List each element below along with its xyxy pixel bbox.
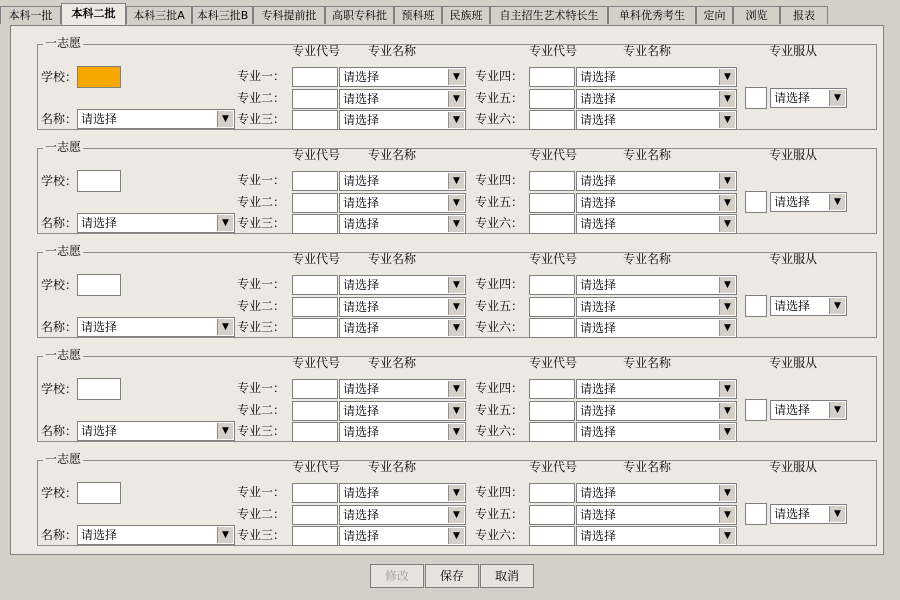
select-value: 请选择	[580, 217, 617, 231]
dropdown-arrow-icon[interactable]: ▼	[719, 403, 735, 419]
select-value: 请选择	[580, 508, 617, 522]
dropdown-arrow-icon[interactable]: ▼	[448, 424, 464, 440]
dropdown-arrow-icon[interactable]: ▼	[719, 424, 735, 440]
major-code-header-right: 专业代号	[529, 44, 578, 58]
dropdown-arrow-icon[interactable]: ▼	[448, 277, 464, 293]
tab-dingxiang[interactable]: 定向	[696, 6, 733, 24]
tab-benke-erpi[interactable]: 本科二批	[61, 3, 126, 26]
major-label-1: 专业一：	[237, 173, 286, 187]
major-name-header-right: 专业名称	[623, 356, 672, 370]
select-value: 请选择	[81, 320, 118, 334]
major-follow-header: 专业服从	[769, 44, 818, 58]
name-label: 名称：	[41, 320, 78, 334]
select-value: 请选择	[343, 113, 380, 127]
tab-liulan[interactable]: 浏览	[733, 6, 780, 24]
major-code-header-left: 专业代号	[292, 460, 341, 474]
select-value: 请选择	[580, 321, 617, 335]
follow-checkbox[interactable]	[745, 503, 767, 525]
dropdown-arrow-icon[interactable]: ▼	[719, 299, 735, 315]
group-legend: 一志愿	[45, 452, 82, 466]
select-value: 请选择	[580, 382, 617, 396]
preference-group-5	[37, 452, 877, 548]
major-name-select-4[interactable]	[576, 483, 737, 503]
major-name-header-left: 专业名称	[368, 460, 417, 474]
group-legend: 一志愿	[45, 36, 82, 50]
major-code-header-left: 专业代号	[292, 356, 341, 370]
major-label-5: 专业五：	[475, 91, 524, 105]
select-value: 请选择	[81, 528, 118, 542]
major-code-input-5[interactable]	[529, 401, 575, 421]
major-code-input-3[interactable]	[292, 110, 338, 130]
major-name-header-right: 专业名称	[623, 460, 672, 474]
major-code-input-2[interactable]	[292, 297, 338, 317]
select-value: 请选择	[580, 92, 617, 106]
school-name-select[interactable]	[77, 525, 235, 545]
dropdown-arrow-icon[interactable]: ▼	[448, 528, 464, 544]
save-button[interactable]: 保存	[425, 564, 479, 588]
name-label: 名称：	[41, 112, 78, 126]
select-value: 请选择	[580, 300, 617, 314]
dropdown-arrow-icon[interactable]: ▼	[217, 423, 233, 439]
school-input[interactable]	[77, 378, 121, 400]
dropdown-arrow-icon[interactable]: ▼	[829, 506, 845, 522]
school-label: 学校：	[41, 486, 78, 500]
select-value: 请选择	[343, 425, 380, 439]
major-label-3: 专业三：	[237, 528, 286, 542]
select-value: 请选择	[81, 424, 118, 438]
major-name-select-5[interactable]	[576, 505, 737, 525]
tab-benke-sanpi-b[interactable]: 本科三批B	[192, 6, 253, 24]
group-legend: 一志愿	[45, 140, 82, 154]
select-value: 请选择	[580, 278, 617, 292]
dropdown-arrow-icon[interactable]: ▼	[448, 403, 464, 419]
major-code-input-2[interactable]	[292, 505, 338, 525]
major-label-6: 专业六：	[475, 216, 524, 230]
major-code-input-2[interactable]	[292, 193, 338, 213]
select-value: 请选择	[580, 196, 617, 210]
major-name-select-6[interactable]	[576, 526, 737, 546]
school-input[interactable]	[77, 170, 121, 192]
dropdown-arrow-icon[interactable]: ▼	[448, 485, 464, 501]
select-value: 请选择	[343, 70, 380, 84]
major-code-input-5[interactable]	[529, 193, 575, 213]
main-panel	[10, 25, 884, 555]
follow-checkbox[interactable]	[745, 191, 767, 213]
dropdown-arrow-icon[interactable]: ▼	[448, 216, 464, 232]
major-name-select-6[interactable]	[576, 318, 737, 338]
major-name-select-1[interactable]	[339, 171, 466, 191]
tab-yukeban[interactable]: 预科班	[394, 6, 442, 24]
follow-select[interactable]	[770, 296, 847, 316]
select-value: 请选择	[580, 174, 617, 188]
major-name-select-4[interactable]	[576, 67, 737, 87]
select-value: 请选择	[343, 404, 380, 418]
school-name-select[interactable]	[77, 213, 235, 233]
select-value: 请选择	[343, 174, 380, 188]
dropdown-arrow-icon[interactable]: ▼	[829, 194, 845, 210]
major-label-5: 专业五：	[475, 507, 524, 521]
dropdown-arrow-icon[interactable]: ▼	[448, 320, 464, 336]
major-label-4: 专业四：	[475, 69, 524, 83]
major-name-header-left: 专业名称	[368, 44, 417, 58]
school-input[interactable]	[77, 274, 121, 296]
major-code-header-right: 专业代号	[529, 252, 578, 266]
major-label-6: 专业六：	[475, 424, 524, 438]
major-label-4: 专业四：	[475, 277, 524, 291]
dropdown-arrow-icon[interactable]: ▼	[719, 277, 735, 293]
major-label-6: 专业六：	[475, 320, 524, 334]
dropdown-arrow-icon[interactable]: ▼	[448, 91, 464, 107]
major-label-5: 专业五：	[475, 299, 524, 313]
major-follow-header: 专业服从	[769, 460, 818, 474]
follow-checkbox[interactable]	[745, 399, 767, 421]
dropdown-arrow-icon[interactable]: ▼	[829, 90, 845, 106]
major-name-select-2[interactable]	[339, 297, 466, 317]
major-code-input-2[interactable]	[292, 401, 338, 421]
major-label-6: 专业六：	[475, 112, 524, 126]
major-name-header-left: 专业名称	[368, 252, 417, 266]
major-code-header-right: 专业代号	[529, 148, 578, 162]
select-value: 请选择	[343, 486, 380, 500]
major-code-input-4[interactable]	[529, 67, 575, 87]
follow-select[interactable]	[770, 400, 847, 420]
dropdown-arrow-icon[interactable]: ▼	[217, 215, 233, 231]
school-name-select[interactable]	[77, 109, 235, 129]
dropdown-arrow-icon[interactable]: ▼	[448, 173, 464, 189]
select-value: 请选择	[580, 425, 617, 439]
major-code-header-left: 专业代号	[292, 44, 341, 58]
name-label: 名称：	[41, 528, 78, 542]
tab-benke-yipi[interactable]: 本科一批	[0, 6, 61, 24]
major-code-input-6[interactable]	[529, 526, 575, 546]
major-label-2: 专业二：	[237, 403, 286, 417]
select-value: 请选择	[774, 91, 811, 105]
major-code-input-1[interactable]	[292, 483, 338, 503]
tab-strip	[0, 0, 900, 26]
major-code-input-3[interactable]	[292, 318, 338, 338]
preference-group-1	[37, 36, 877, 132]
dropdown-arrow-icon[interactable]: ▼	[448, 69, 464, 85]
follow-select[interactable]	[770, 88, 847, 108]
major-code-input-1[interactable]	[292, 379, 338, 399]
dropdown-arrow-icon[interactable]: ▼	[217, 319, 233, 335]
major-code-input-1[interactable]	[292, 67, 338, 87]
major-label-1: 专业一：	[237, 485, 286, 499]
tab-zizhu-zhaosheng[interactable]: 自主招生艺术特长生	[490, 6, 608, 24]
major-code-input-1[interactable]	[292, 275, 338, 295]
major-name-select-2[interactable]	[339, 505, 466, 525]
school-label: 学校：	[41, 70, 78, 84]
dropdown-arrow-icon[interactable]: ▼	[829, 402, 845, 418]
select-value: 请选择	[580, 529, 617, 543]
action-bar	[0, 564, 900, 588]
school-input[interactable]	[77, 482, 121, 504]
major-code-input-3[interactable]	[292, 526, 338, 546]
school-name-select[interactable]	[77, 421, 235, 441]
follow-select[interactable]	[770, 192, 847, 212]
major-name-select-6[interactable]	[576, 422, 737, 442]
select-value: 请选择	[343, 196, 380, 210]
major-label-3: 专业三：	[237, 320, 286, 334]
major-name-select-3[interactable]	[339, 526, 466, 546]
dropdown-arrow-icon[interactable]: ▼	[217, 527, 233, 543]
select-value: 请选择	[343, 278, 380, 292]
follow-select[interactable]	[770, 504, 847, 524]
major-label-5: 专业五：	[475, 195, 524, 209]
dropdown-arrow-icon[interactable]: ▼	[448, 195, 464, 211]
major-code-input-6[interactable]	[529, 110, 575, 130]
major-code-input-6[interactable]	[529, 214, 575, 234]
major-name-select-1[interactable]	[339, 275, 466, 295]
school-label: 学校：	[41, 382, 78, 396]
major-label-4: 专业四：	[475, 485, 524, 499]
major-label-3: 专业三：	[237, 424, 286, 438]
major-name-select-4[interactable]	[576, 171, 737, 191]
major-code-input-6[interactable]	[529, 318, 575, 338]
school-name-select[interactable]	[77, 317, 235, 337]
major-name-select-4[interactable]	[576, 379, 737, 399]
major-label-6: 专业六：	[475, 528, 524, 542]
major-name-select-1[interactable]	[339, 379, 466, 399]
select-value: 请选择	[343, 92, 380, 106]
follow-checkbox[interactable]	[745, 87, 767, 109]
major-label-1: 专业一：	[237, 381, 286, 395]
select-value: 请选择	[343, 321, 380, 335]
major-name-header-right: 专业名称	[623, 252, 672, 266]
major-code-input-5[interactable]	[529, 297, 575, 317]
major-name-select-5[interactable]	[576, 297, 737, 317]
dropdown-arrow-icon[interactable]: ▼	[719, 112, 735, 128]
select-value: 请选择	[580, 70, 617, 84]
major-name-select-3[interactable]	[339, 110, 466, 130]
school-label: 学校：	[41, 174, 78, 188]
major-code-input-4[interactable]	[529, 275, 575, 295]
major-name-header-left: 专业名称	[368, 148, 417, 162]
major-name-select-5[interactable]	[576, 89, 737, 109]
major-code-input-4[interactable]	[529, 379, 575, 399]
major-label-4: 专业四：	[475, 381, 524, 395]
dropdown-arrow-icon[interactable]: ▼	[719, 69, 735, 85]
dropdown-arrow-icon[interactable]: ▼	[719, 216, 735, 232]
major-code-input-3[interactable]	[292, 422, 338, 442]
school-input[interactable]	[77, 66, 121, 88]
major-code-input-5[interactable]	[529, 89, 575, 109]
preference-group-3	[37, 244, 877, 340]
tab-zhuanke-tiqianpi[interactable]: 专科提前批	[253, 6, 325, 24]
major-label-3: 专业三：	[237, 112, 286, 126]
major-follow-header: 专业服从	[769, 356, 818, 370]
major-code-header-left: 专业代号	[292, 148, 341, 162]
tab-danke-youxiu[interactable]: 单科优秀考生	[608, 6, 696, 24]
major-label-4: 专业四：	[475, 173, 524, 187]
dropdown-arrow-icon[interactable]: ▼	[719, 507, 735, 523]
major-name-select-4[interactable]	[576, 275, 737, 295]
major-code-header-left: 专业代号	[292, 252, 341, 266]
select-value: 请选择	[774, 299, 811, 313]
select-value: 请选择	[580, 486, 617, 500]
dropdown-arrow-icon[interactable]: ▼	[719, 528, 735, 544]
major-label-3: 专业三：	[237, 216, 286, 230]
select-value: 请选择	[343, 508, 380, 522]
select-value: 请选择	[774, 507, 811, 521]
school-label: 学校：	[41, 278, 78, 292]
major-name-select-6[interactable]	[576, 110, 737, 130]
major-name-select-2[interactable]	[339, 193, 466, 213]
major-label-2: 专业二：	[237, 299, 286, 313]
select-value: 请选择	[81, 216, 118, 230]
dropdown-arrow-icon[interactable]: ▼	[448, 507, 464, 523]
tab-benke-sanpi-a[interactable]: 本科三批A	[126, 6, 192, 24]
major-label-2: 专业二：	[237, 195, 286, 209]
major-name-select-1[interactable]	[339, 67, 466, 87]
major-code-input-6[interactable]	[529, 422, 575, 442]
modify-button[interactable]: 修改	[370, 564, 424, 588]
dropdown-arrow-icon[interactable]: ▼	[829, 298, 845, 314]
major-code-input-4[interactable]	[529, 171, 575, 191]
major-name-header-right: 专业名称	[623, 44, 672, 58]
dropdown-arrow-icon[interactable]: ▼	[448, 381, 464, 397]
major-code-input-3[interactable]	[292, 214, 338, 234]
major-name-header-right: 专业名称	[623, 148, 672, 162]
tab-gaozhi-zhuankepi[interactable]: 高职专科批	[325, 6, 394, 24]
dropdown-arrow-icon[interactable]: ▼	[719, 320, 735, 336]
group-legend: 一志愿	[45, 244, 82, 258]
major-label-2: 专业二：	[237, 507, 286, 521]
follow-checkbox[interactable]	[745, 295, 767, 317]
dropdown-arrow-icon[interactable]: ▼	[719, 91, 735, 107]
major-name-header-left: 专业名称	[368, 356, 417, 370]
select-value: 请选择	[580, 113, 617, 127]
major-name-select-3[interactable]	[339, 214, 466, 234]
select-value: 请选择	[343, 382, 380, 396]
select-value: 请选择	[774, 195, 811, 209]
dropdown-arrow-icon[interactable]: ▼	[217, 111, 233, 127]
major-code-input-5[interactable]	[529, 505, 575, 525]
name-label: 名称：	[41, 216, 78, 230]
major-name-select-3[interactable]	[339, 422, 466, 442]
name-label: 名称：	[41, 424, 78, 438]
select-value: 请选择	[580, 404, 617, 418]
select-value: 请选择	[343, 300, 380, 314]
major-code-input-2[interactable]	[292, 89, 338, 109]
major-code-input-4[interactable]	[529, 483, 575, 503]
select-value: 请选择	[81, 112, 118, 126]
major-name-select-1[interactable]	[339, 483, 466, 503]
group-legend: 一志愿	[45, 348, 82, 362]
major-label-2: 专业二：	[237, 91, 286, 105]
dropdown-arrow-icon[interactable]: ▼	[448, 299, 464, 315]
dropdown-arrow-icon[interactable]: ▼	[719, 173, 735, 189]
major-code-header-right: 专业代号	[529, 460, 578, 474]
dropdown-arrow-icon[interactable]: ▼	[719, 485, 735, 501]
major-label-5: 专业五：	[475, 403, 524, 417]
major-name-select-2[interactable]	[339, 89, 466, 109]
select-value: 请选择	[774, 403, 811, 417]
major-name-select-2[interactable]	[339, 401, 466, 421]
major-name-select-5[interactable]	[576, 193, 737, 213]
preference-group-4	[37, 348, 877, 444]
select-value: 请选择	[343, 529, 380, 543]
dropdown-arrow-icon[interactable]: ▼	[719, 195, 735, 211]
preference-group-2	[37, 140, 877, 236]
major-follow-header: 专业服从	[769, 252, 818, 266]
tab-minzuban[interactable]: 民族班	[442, 6, 490, 24]
select-value: 请选择	[343, 217, 380, 231]
major-follow-header: 专业服从	[769, 148, 818, 162]
major-code-input-1[interactable]	[292, 171, 338, 191]
dropdown-arrow-icon[interactable]: ▼	[448, 112, 464, 128]
cancel-button[interactable]: 取消	[480, 564, 534, 588]
major-name-select-6[interactable]	[576, 214, 737, 234]
tab-baobiao[interactable]: 报表	[780, 6, 828, 24]
major-name-select-5[interactable]	[576, 401, 737, 421]
major-code-header-right: 专业代号	[529, 356, 578, 370]
major-label-1: 专业一：	[237, 69, 286, 83]
major-label-1: 专业一：	[237, 277, 286, 291]
major-name-select-3[interactable]	[339, 318, 466, 338]
dropdown-arrow-icon[interactable]: ▼	[719, 381, 735, 397]
